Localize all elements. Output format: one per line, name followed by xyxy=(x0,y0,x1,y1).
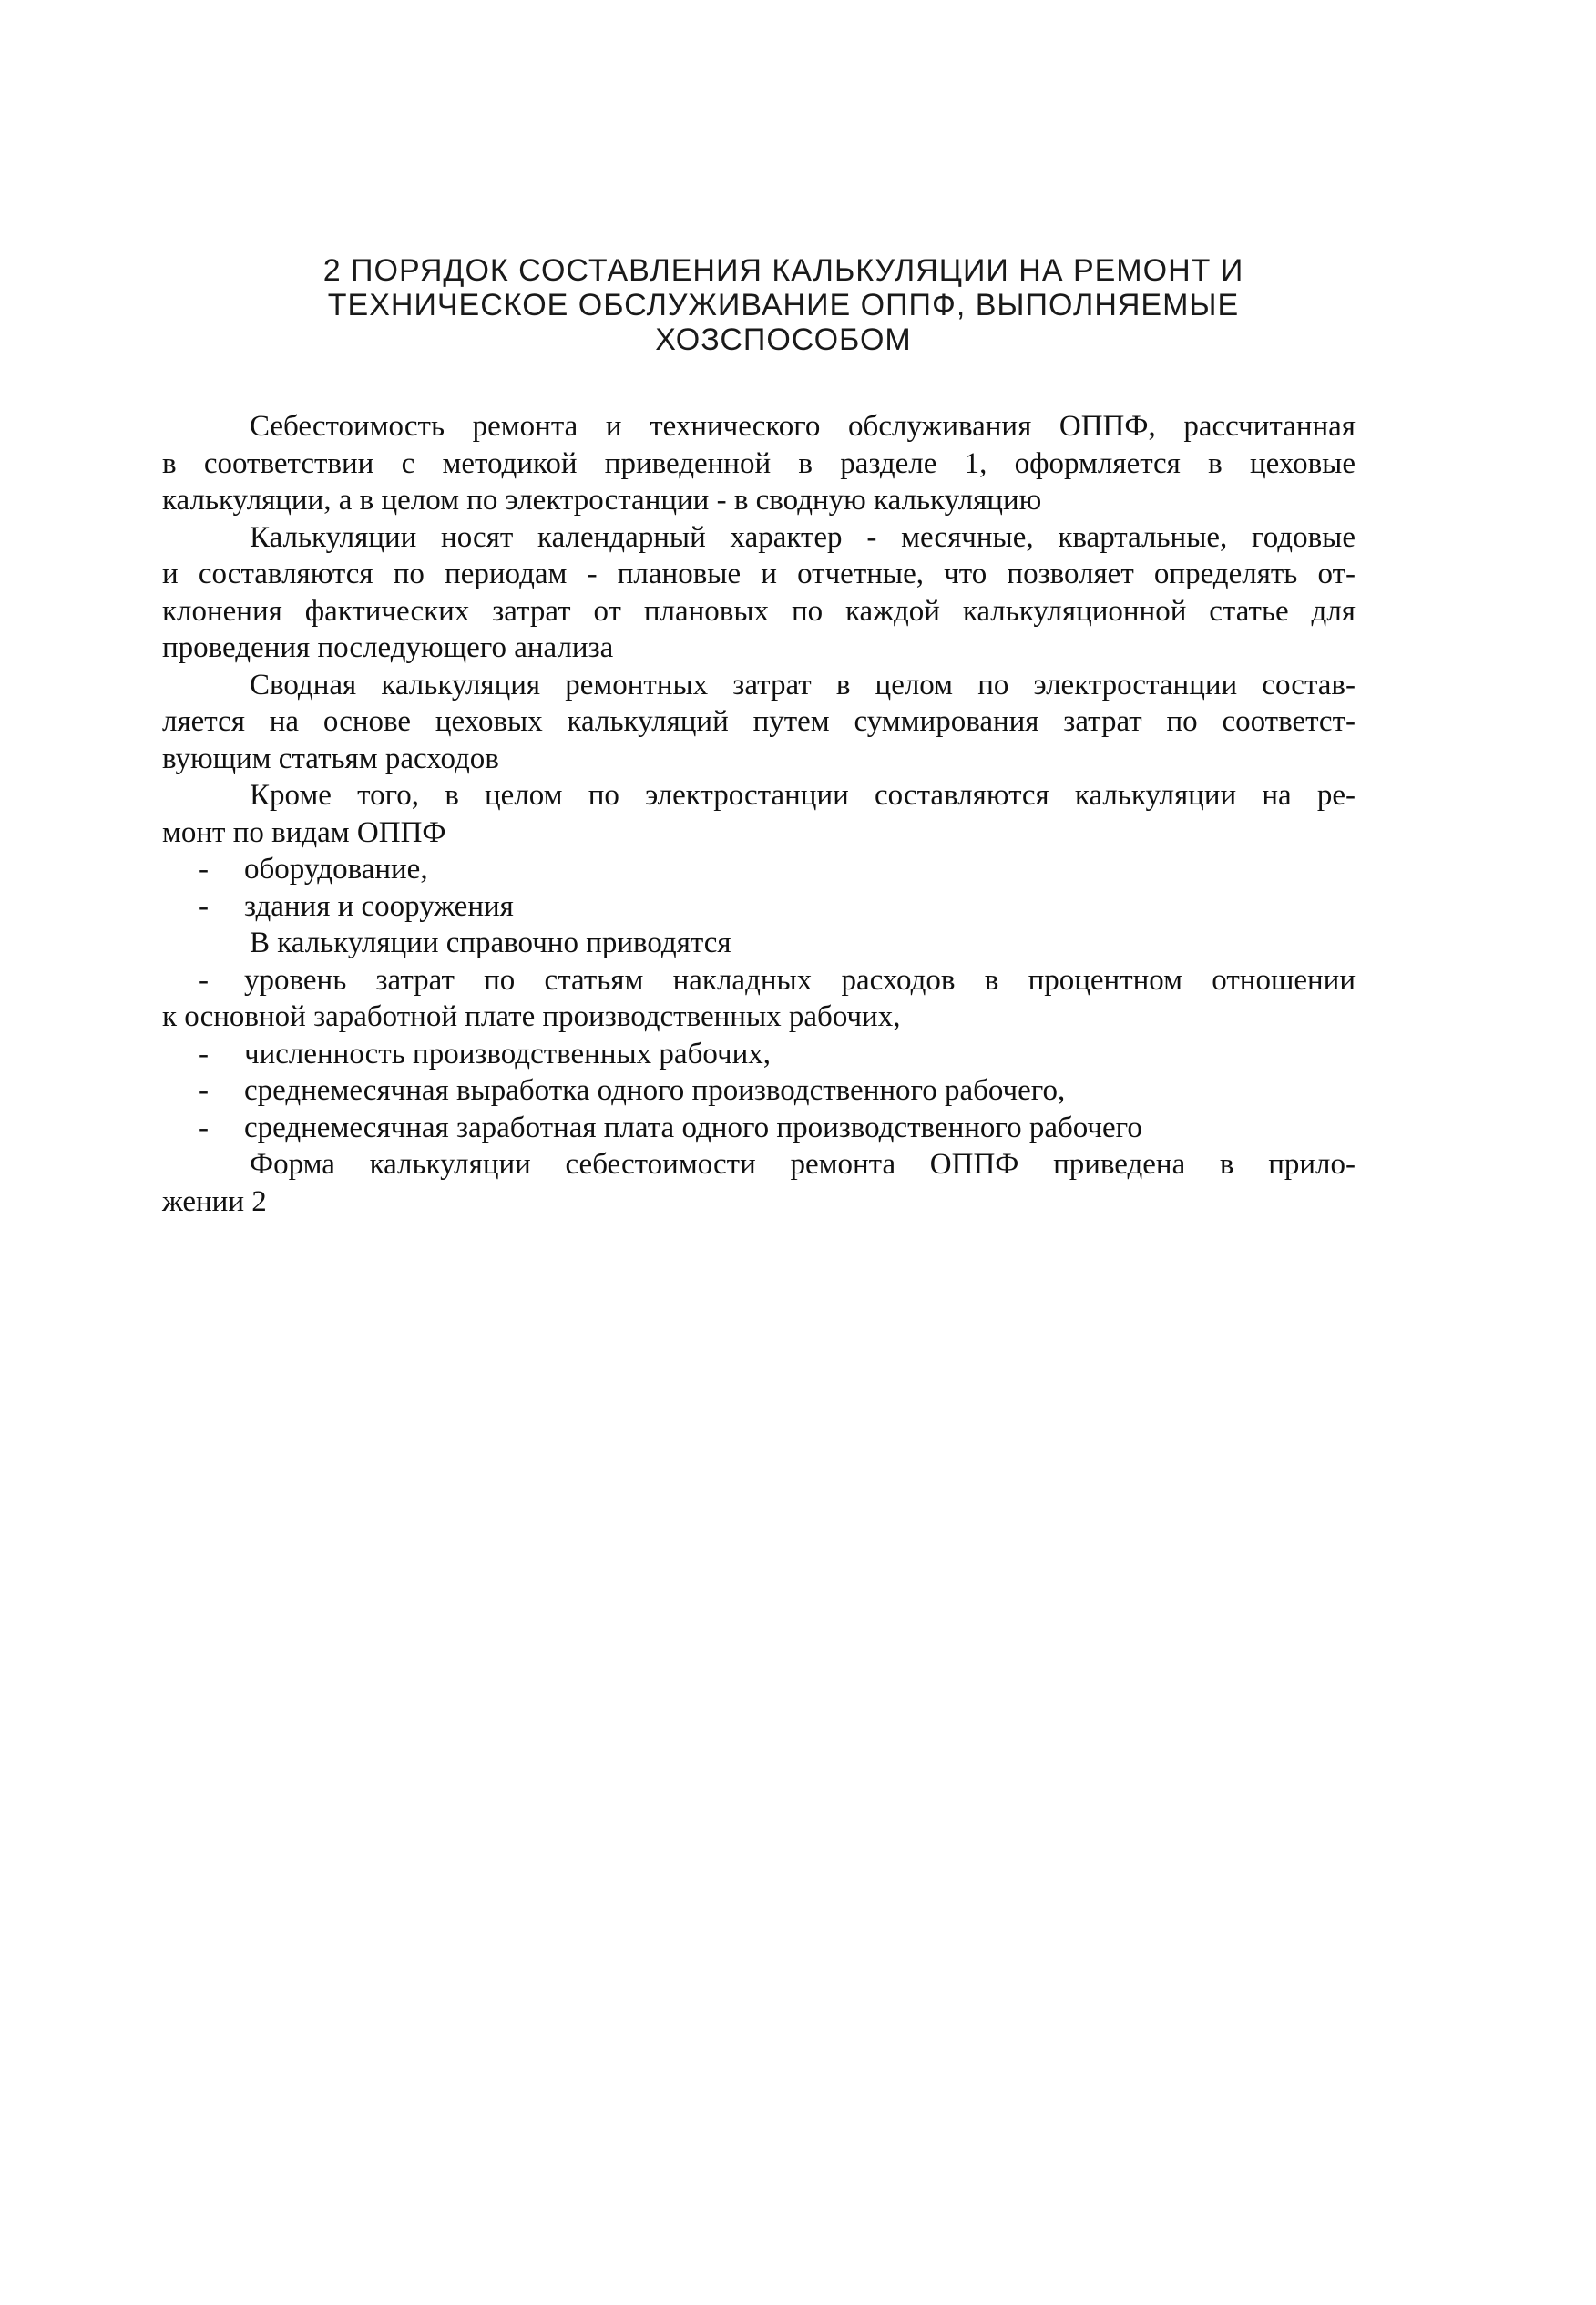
bullet-dash: - xyxy=(199,1037,209,1071)
list-item-text: среднемесячная заработная плата одного производственного рабочего xyxy=(244,1111,1142,1144)
bullet-dash: - xyxy=(199,963,209,997)
body-text xyxy=(162,408,1356,1220)
list-item-text: среднемесячная выработка одного производственного рабочего, xyxy=(244,1074,1066,1107)
paragraph-line: жении 2 xyxy=(162,1184,267,1218)
paragraph-line: калькуляции, а в целом по электростанции - в сводную калькуляцию xyxy=(162,484,1042,517)
paragraph-line: Сводная калькуляция ремонтных затрат в целом по электростанции состав- xyxy=(250,668,1356,702)
paragraph-line: ляется на основе цеховых калькуляций путем суммирования затрат по соответст- xyxy=(162,705,1356,738)
section-heading xyxy=(273,253,1294,357)
list-item-text: здания и сооружения xyxy=(244,889,514,923)
heading-line: ТЕХНИЧЕСКОЕ ОБСЛУЖИВАНИЕ ОППФ, ВЫПОЛНЯЕМЫЕ xyxy=(327,288,1240,323)
bullet-dash: - xyxy=(199,1074,209,1107)
paragraph-line: проведения последующего анализа xyxy=(162,631,614,664)
bullet-dash: - xyxy=(199,1111,209,1144)
paragraph-repair-types xyxy=(162,777,1356,851)
list-item-text: уровень затрат по статьям накладных расходов в процентном отношении xyxy=(244,963,1356,997)
heading-line: ХОЗСПОСОБОМ xyxy=(655,323,912,357)
paragraph-line: Себестоимость ремонта и технического обслуживания ОППФ, рассчитанная xyxy=(250,410,1356,443)
paragraph-summary-calculation xyxy=(162,667,1356,778)
paragraph-line: вующим статьям расходов xyxy=(162,742,499,775)
paragraph-line: монт по видам ОППФ xyxy=(162,815,446,849)
list-item xyxy=(162,888,1356,926)
heading-line: 2 ПОРЯДОК СОСТАВЛЕНИЯ КАЛЬКУЛЯЦИИ НА РЕМОНТ И xyxy=(322,253,1244,288)
list-item xyxy=(162,851,1356,888)
paragraph-cost-calculation xyxy=(162,408,1356,519)
paragraph-calendar-character xyxy=(162,519,1356,667)
list-item-text: численность производственных рабочих, xyxy=(244,1037,772,1071)
list-item xyxy=(162,1110,1356,1147)
paragraph-closing xyxy=(162,1146,1356,1220)
list-item-text: оборудование, xyxy=(244,853,428,886)
list-item-continuation: к основной заработной плате производственных рабочих, xyxy=(162,1000,901,1033)
bullet-dash: - xyxy=(199,853,209,886)
list-reference-indicators xyxy=(162,962,1356,1147)
paragraph-line: в соответствии с методикой приведенной в разделе 1, оформляется в цеховые xyxy=(162,446,1356,480)
paragraph-line: Калькуляции носят календарный характер - месячные, квартальные, годовые xyxy=(250,520,1356,554)
list-asset-types xyxy=(162,851,1356,925)
list-item xyxy=(162,1072,1356,1110)
list-item xyxy=(162,962,1356,999)
paragraph-line: Кроме того, в целом по электростанции составляются калькуляции на ре- xyxy=(250,779,1356,812)
paragraph-line: Форма калькуляции себестоимости ремонта ОППФ приведена в прило- xyxy=(250,1148,1356,1181)
bullet-dash: - xyxy=(199,889,209,923)
reference-intro: В калькуляции справочно приводятся xyxy=(250,927,732,959)
paragraph-line: клонения фактических затрат от плановых по каждой калькуляционной статье для xyxy=(162,594,1356,628)
list-item xyxy=(162,1036,1356,1073)
paragraph-line: и составляются по периодам - плановые и отчетные, что позволяет определять от- xyxy=(162,558,1356,590)
